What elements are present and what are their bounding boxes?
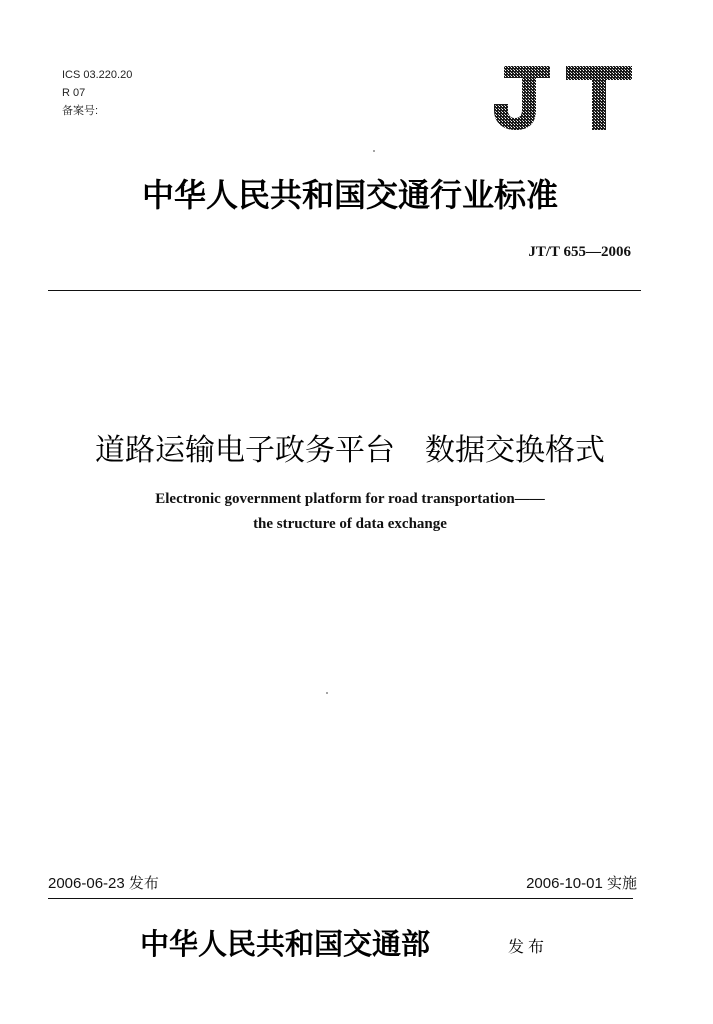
document-title-cn-part1: 道路运输电子政务平台 — [95, 433, 395, 468]
classification-code: R 07 — [62, 87, 86, 99]
ics-code: ICS 03.220.20 — [62, 69, 133, 81]
scan-speck — [326, 692, 328, 694]
document-title-cn-part2: 数据交换格式 — [425, 433, 605, 468]
publisher-suffix: 发布 — [508, 937, 549, 956]
issue-date: 2006-06-23 发布 — [48, 875, 159, 892]
standard-category-title: 中华人民共和国交通行业标准 — [141, 176, 558, 214]
document-title-en — [60, 487, 640, 537]
jt-logo — [490, 64, 635, 132]
document-title-cn — [60, 425, 640, 469]
bottom-divider — [48, 898, 633, 899]
standard-number: JT/T 655—2006 — [528, 244, 631, 260]
document-title-en-line1: Electronic government platform for road transportation—— — [155, 491, 545, 507]
record-number-label: 备案号: — [62, 105, 99, 117]
document-title-en-line2: the structure of data exchange — [253, 516, 447, 532]
header-meta — [62, 66, 132, 120]
scan-speck — [373, 150, 375, 152]
publisher-name: 中华人民共和国交通部 — [140, 927, 431, 961]
implementation-date: 2006-10-01 实施 — [526, 875, 637, 892]
top-divider — [48, 290, 641, 291]
